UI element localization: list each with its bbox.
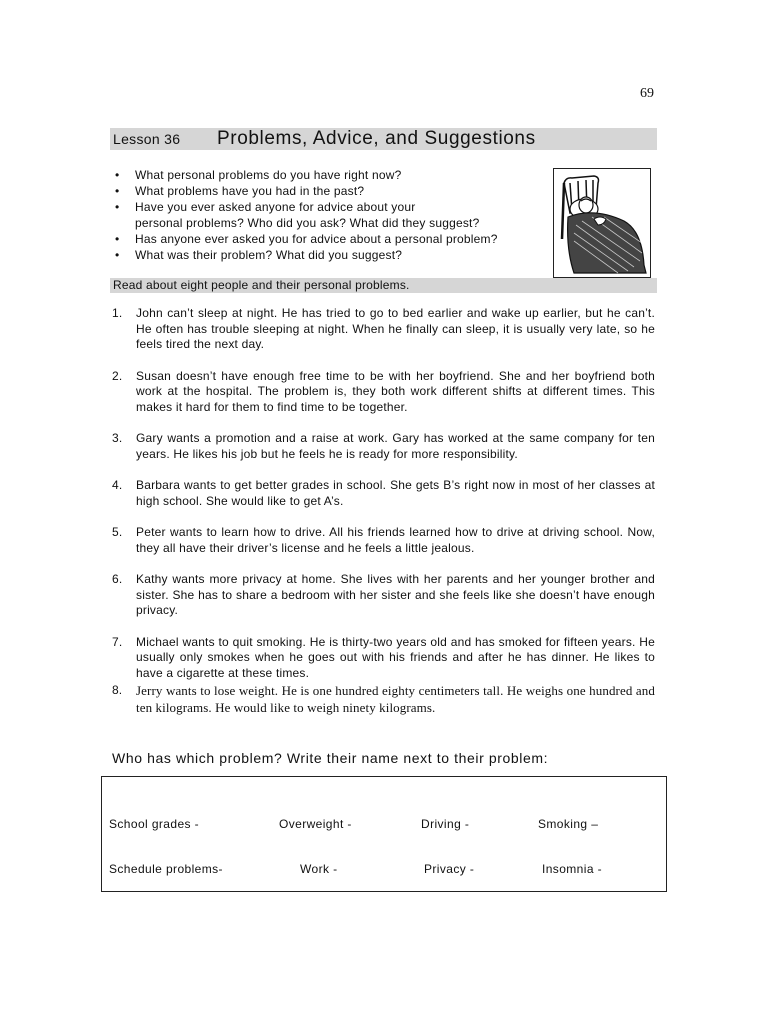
page-number: 69 [640, 86, 654, 101]
matching-question: Who has which problem? Write their name next to their problem: [112, 750, 549, 766]
problem-item [112, 635, 655, 682]
bullet-icon: • [115, 168, 120, 182]
problem-number: 1. [112, 306, 123, 320]
problem-text: Kathy wants more privacy at home. She lives with her parents and her younger brother and sister. She has to share a bedroom with her sister and she feels like she doesn’t have enough privacy. [136, 571, 655, 618]
problem-list [112, 306, 655, 716]
question-item [112, 247, 552, 263]
answer-schedule-problems[interactable]: Schedule problems- [109, 862, 223, 876]
bullet-icon: • [115, 184, 120, 198]
bullet-icon: • [115, 248, 120, 262]
problem-number: 8. [112, 682, 123, 697]
answer-work[interactable]: Work - [300, 862, 338, 876]
question-text: personal problems? Who did you ask? What did they suggest? [135, 216, 480, 230]
problem-text: John can’t sleep at night. He has tried to go to bed earlier and wake up earlier, but he can’t. He often has trouble sleeping at night. When he finally can sleep, it is usually very late, so he feels tired the next day. [136, 306, 655, 352]
problem-item [112, 572, 655, 619]
problem-number: 7. [112, 634, 123, 649]
problem-text: Susan doesn’t have enough free time to be with her boyfriend. She and her boyfriend both work at the hospital. The problem is, they both work different shifts at different times. This makes it hard for them to find time to be together. [136, 368, 655, 415]
question-item [112, 183, 552, 199]
question-text: What was their problem? What did you suggest? [135, 248, 403, 262]
problem-number: 3. [112, 431, 123, 446]
problem-text: Michael wants to quit smoking. He is thirty-two years old and has smoked for fifteen years. He usually only smokes when he goes out with his friends and after he has dinner. He likes to have a cigarette at these times. [136, 634, 655, 680]
answer-overweight[interactable]: Overweight - [279, 817, 352, 831]
question-text: What personal problems do you have right now? [135, 168, 402, 182]
problem-text: Peter wants to learn how to drive. All his friends learned how to drive at driving school. Now, they all have their driver’s license and he feels a little jealous. [136, 525, 655, 555]
question-item [112, 199, 552, 215]
problem-number: 4. [112, 478, 123, 493]
question-text: Has anyone ever asked you for advice about a personal problem? [135, 232, 498, 246]
question-text: Have you ever asked anyone for advice about your [135, 200, 416, 214]
bullet-icon: • [115, 200, 120, 214]
answer-box [101, 776, 667, 892]
answer-smoking[interactable]: Smoking – [538, 817, 599, 831]
problem-item [112, 525, 655, 556]
lesson-label: Lesson 36 [113, 131, 181, 147]
problem-number: 6. [112, 571, 123, 586]
problem-number: 5. [112, 525, 123, 540]
lesson-title: Problems, Advice, and Suggestions [217, 128, 536, 149]
problem-item [112, 682, 655, 716]
reading-intro-bar [110, 278, 657, 293]
question-text: What problems have you had in the past? [135, 184, 365, 198]
man-in-bed-illustration [553, 168, 651, 278]
problem-item [112, 369, 655, 416]
answer-school-grades[interactable]: School grades - [109, 817, 200, 831]
reading-intro: Read about eight people and their personal problems. [113, 278, 410, 292]
question-item [112, 231, 552, 247]
problem-number: 2. [112, 368, 123, 383]
problem-text: Barbara wants to get better grades in school. She gets B’s right now in most of her classes at high school. She would like to get A’s. [136, 478, 655, 508]
problem-item [112, 306, 655, 353]
question-item-continued [112, 215, 552, 231]
bullet-icon: • [115, 232, 120, 246]
answer-privacy[interactable]: Privacy - [424, 862, 475, 876]
lesson-title-bar [110, 128, 657, 150]
discussion-questions [112, 167, 552, 263]
problem-item [112, 478, 655, 509]
problem-item [112, 431, 655, 462]
answer-driving[interactable]: Driving - [421, 817, 470, 831]
answer-insomnia[interactable]: Insomnia - [542, 862, 603, 876]
problem-text: Gary wants a promotion and a raise at work. Gary has worked at the same company for ten years. He likes his job but he feels he is ready for more responsibility. [136, 431, 655, 461]
problem-text: Jerry wants to lose weight. He is one hundred eighty centimeters tall. He weighs one hundred and ten kilograms. He would like to weigh ninety kilograms. [136, 682, 655, 715]
illustration-drawing [554, 169, 650, 277]
question-item [112, 167, 552, 183]
